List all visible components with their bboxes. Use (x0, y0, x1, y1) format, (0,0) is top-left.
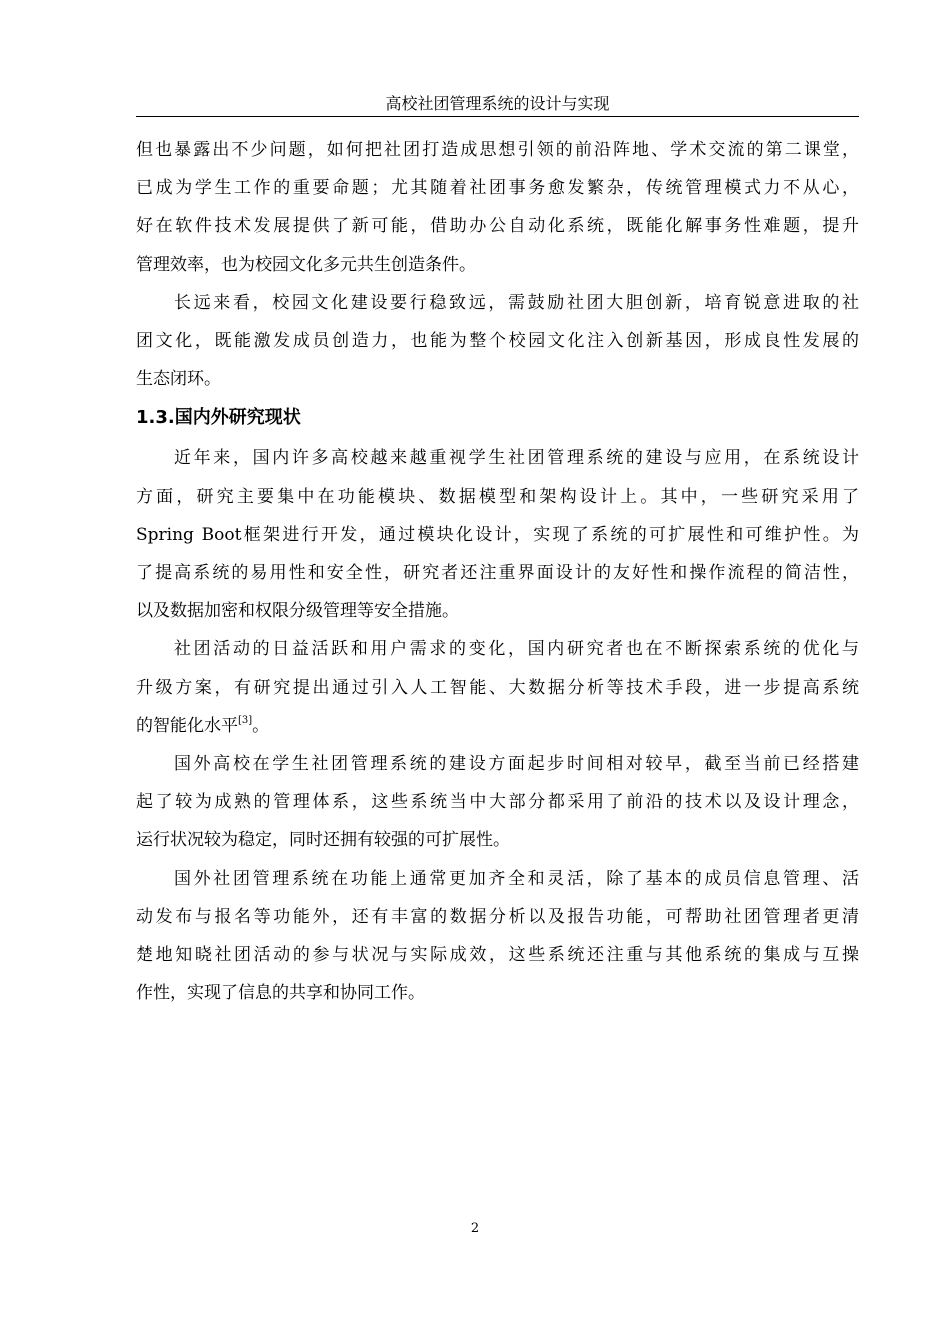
text-run: 。 (252, 715, 270, 736)
text-line: 但也暴露出不少问题，如何把社团打造成思想引领的前沿阵地、学术交流的第二课堂， (136, 140, 859, 160)
text-line: 已成为学生工作的重要命题；尤其随着社团事务愈发繁杂，传统管理模式力不从心， (136, 178, 859, 199)
text-line: 运行状况较为稳定，同时还拥有较强的可扩展性。 (136, 830, 510, 851)
text-line: 了提高系统的易用性和安全性，研究者还注重界面设计的友好性和操作流程的简洁性， (136, 563, 859, 584)
text-line: 国外社团管理系统在功能上通常更加齐全和灵活，除了基本的成员信息管理、活 (174, 868, 859, 889)
paragraph (136, 439, 859, 630)
text-line: 好在软件技术发展提供了新可能，借助办公自动化系统，既能化解事务性难题，提升 (136, 216, 859, 237)
text-line: 生态闭环。 (136, 369, 221, 390)
text-line: 动发布与报名等功能外，还有丰富的数据分析以及报告功能，可帮助社团管理者更清 (136, 906, 859, 927)
text-line: 作性，实现了信息的共享和协同工作。 (136, 983, 425, 1004)
body-text (136, 131, 859, 1012)
text-line: 楚地知晓社团活动的参与状况与实际成效，这些系统还注重与其他系统的集成与互操 (136, 945, 859, 966)
header-rule (136, 116, 859, 117)
text-line: 团文化，既能激发成员创造力，也能为整个校园文化注入创新基因，形成良性发展的 (136, 331, 859, 352)
text-line: 近年来，国内许多高校越来越重视学生社团管理系统的建设与应用，在系统设计 (174, 448, 859, 469)
citation-reference[interactable]: [3] (238, 714, 253, 726)
text-line: 长远来看，校园文化建设要行稳致远，需鼓励社团大胆创新，培育锐意进取的社 (174, 292, 859, 313)
text-line: 国外高校在学生社团管理系统的建设方面起步时间相对较早，截至当前已经搭建 (174, 754, 859, 775)
text-line (136, 707, 859, 745)
text-line: 管理效率，也为校园文化多元共生创造条件。 (136, 254, 476, 275)
paragraph (136, 630, 859, 745)
text-line: 社团活动的日益活跃和用户需求的变化，国内研究者也在不断探索系统的优化与 (174, 639, 859, 660)
page-number: 2 (470, 1221, 480, 1236)
text-line: Spring Boot框架进行开发，通过模块化设计，实现了系统的可扩展性和可维护性。为 (136, 524, 859, 545)
paragraph (136, 745, 859, 860)
paragraph (136, 131, 859, 284)
text-line: 以及数据加密和权限分级管理等安全措施。 (136, 601, 459, 622)
text-run: 的智能化水平 (136, 715, 238, 736)
running-header: 高校社团管理系统的设计与实现 (385, 94, 610, 113)
text-line: 升级方案，有研究提出通过引入人工智能、大数据分析等技术手段，进一步提高系统 (136, 677, 859, 698)
text-line: 方面，研究主要集中在功能模块、数据模型和架构设计上。其中，一些研究采用了 (136, 486, 859, 507)
paragraph (136, 284, 859, 399)
text-line: 起了较为成熟的管理体系，这些系统当中大部分都采用了前沿的技术以及设计理念， (136, 792, 859, 813)
section-heading: 1.3.国内外研究现状 (136, 407, 301, 429)
paragraph (136, 860, 859, 1013)
